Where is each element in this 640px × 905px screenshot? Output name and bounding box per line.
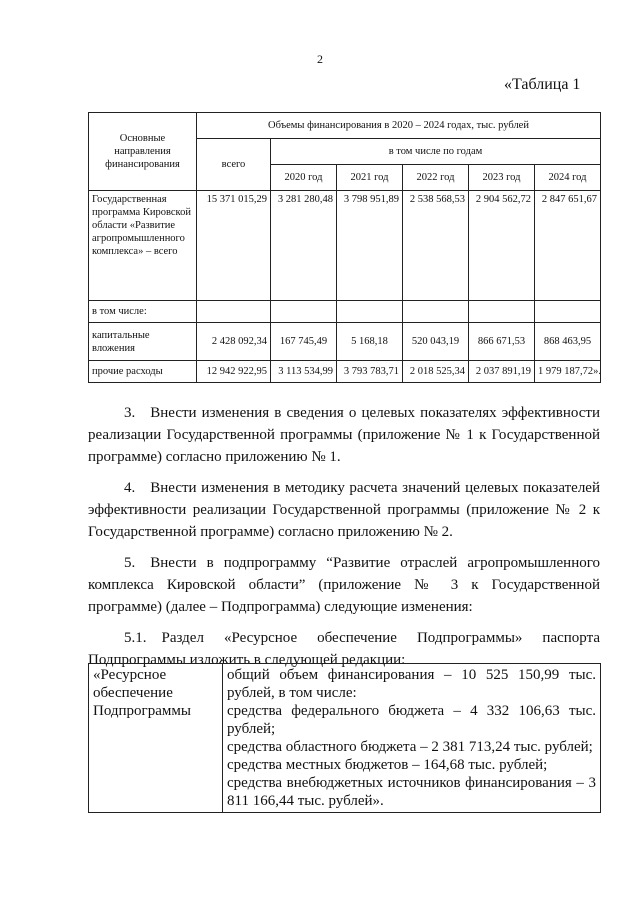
value-cell: 1 979 187,72».	[535, 361, 601, 383]
value-cell	[337, 301, 403, 323]
value-cell: 2 904 562,72	[469, 191, 535, 301]
value-cell: 12 942 922,95	[197, 361, 271, 383]
value-cell	[271, 301, 337, 323]
years-header-cell: в том числе по годам	[271, 139, 601, 165]
year-header-cell: 2024 год	[535, 165, 601, 191]
value-cell: 866 671,53	[469, 323, 535, 361]
table-row	[89, 323, 601, 361]
value-cell	[535, 301, 601, 323]
row-label-cell: Государственная программа Кировской области «Развитие агропромышленного комплекса» – всего	[89, 191, 197, 301]
page-number: 2	[317, 52, 323, 66]
resource-label-cell: «Ресурсное обеспечение Подпрограммы	[89, 664, 223, 813]
resource-line: общий объем финансирования – 10 525 150,99 тыс. рублей, в том числе:	[227, 667, 596, 701]
year-header-cell: 2023 год	[469, 165, 535, 191]
resource-line: средства федерального бюджета – 4 332 106,63 тыс. рублей;	[227, 703, 596, 737]
table-row	[89, 301, 601, 323]
row-label-cell: капитальные вложения	[89, 323, 197, 361]
resource-line: средства местных бюджетов – 164,68 тыс. рублей;	[227, 757, 548, 773]
value-cell: 3 281 280,48	[271, 191, 337, 301]
value-cell: 868 463,95	[535, 323, 601, 361]
value-cell	[469, 301, 535, 323]
paragraph: 5. Внести в подпрограмму “Развитие отраслей агропромышленного комплекса Кировской области” (приложение № 3 к Государственной программе) (далее – Подпрограмма) следующие изменения:	[88, 555, 600, 615]
value-cell	[197, 301, 271, 323]
value-cell: 5 168,18	[337, 323, 403, 361]
value-cell: 3 793 783,71	[337, 361, 403, 383]
value-cell: 2 018 525,34	[403, 361, 469, 383]
body-text	[88, 402, 600, 680]
resource-line: средства внебюджетных источников финансирования – 3 811 166,44 тыс. рублей».	[227, 775, 596, 809]
year-header-cell: 2021 год	[337, 165, 403, 191]
value-cell: 2 538 568,53	[403, 191, 469, 301]
table-label: «Таблица 1	[504, 76, 581, 93]
value-cell: 2 428 092,34	[197, 323, 271, 361]
year-header-cell: 2022 год	[403, 165, 469, 191]
resource-table	[88, 663, 601, 813]
value-cell: 3 113 534,99	[271, 361, 337, 383]
paragraph: 5.1. Раздел «Ресурсное обеспечение Подпрограммы» паспорта Подпрограммы изложить в следующей редакции:	[88, 630, 600, 668]
resource-values-cell	[223, 664, 601, 813]
financing-table	[88, 112, 601, 383]
value-cell: 3 798 951,89	[337, 191, 403, 301]
value-cell: 520 043,19	[403, 323, 469, 361]
row-label-cell: в том числе:	[89, 301, 197, 323]
paragraph: 4. Внести изменения в методику расчета значений целевых показателей эффективности реализации Государственной программы (приложение № 2 к Государственной программе) согласно приложению № 2.	[88, 480, 600, 540]
value-cell: 15 371 015,29	[197, 191, 271, 301]
table-row	[89, 361, 601, 383]
row-label-cell: прочие расходы	[89, 361, 197, 383]
paragraph: 3. Внести изменения в сведения о целевых показателях эффективности реализации Государственной программы (приложение № 1 к Государственной программе) согласно приложению № 1.	[88, 405, 600, 465]
value-cell	[403, 301, 469, 323]
value-cell: 2 037 891,19	[469, 361, 535, 383]
row-header-cell: Основные направления финансирования	[89, 113, 197, 191]
group-header-cell: Объемы финансирования в 2020 – 2024 годах, тыс. рублей	[197, 113, 601, 139]
year-header-cell: 2020 год	[271, 165, 337, 191]
resource-line: средства областного бюджета – 2 381 713,24 тыс. рублей;	[227, 739, 593, 755]
value-cell: 2 847 651,67	[535, 191, 601, 301]
value-cell: 167 745,49	[271, 323, 337, 361]
total-header-cell: всего	[197, 139, 271, 191]
table-row	[89, 191, 601, 301]
